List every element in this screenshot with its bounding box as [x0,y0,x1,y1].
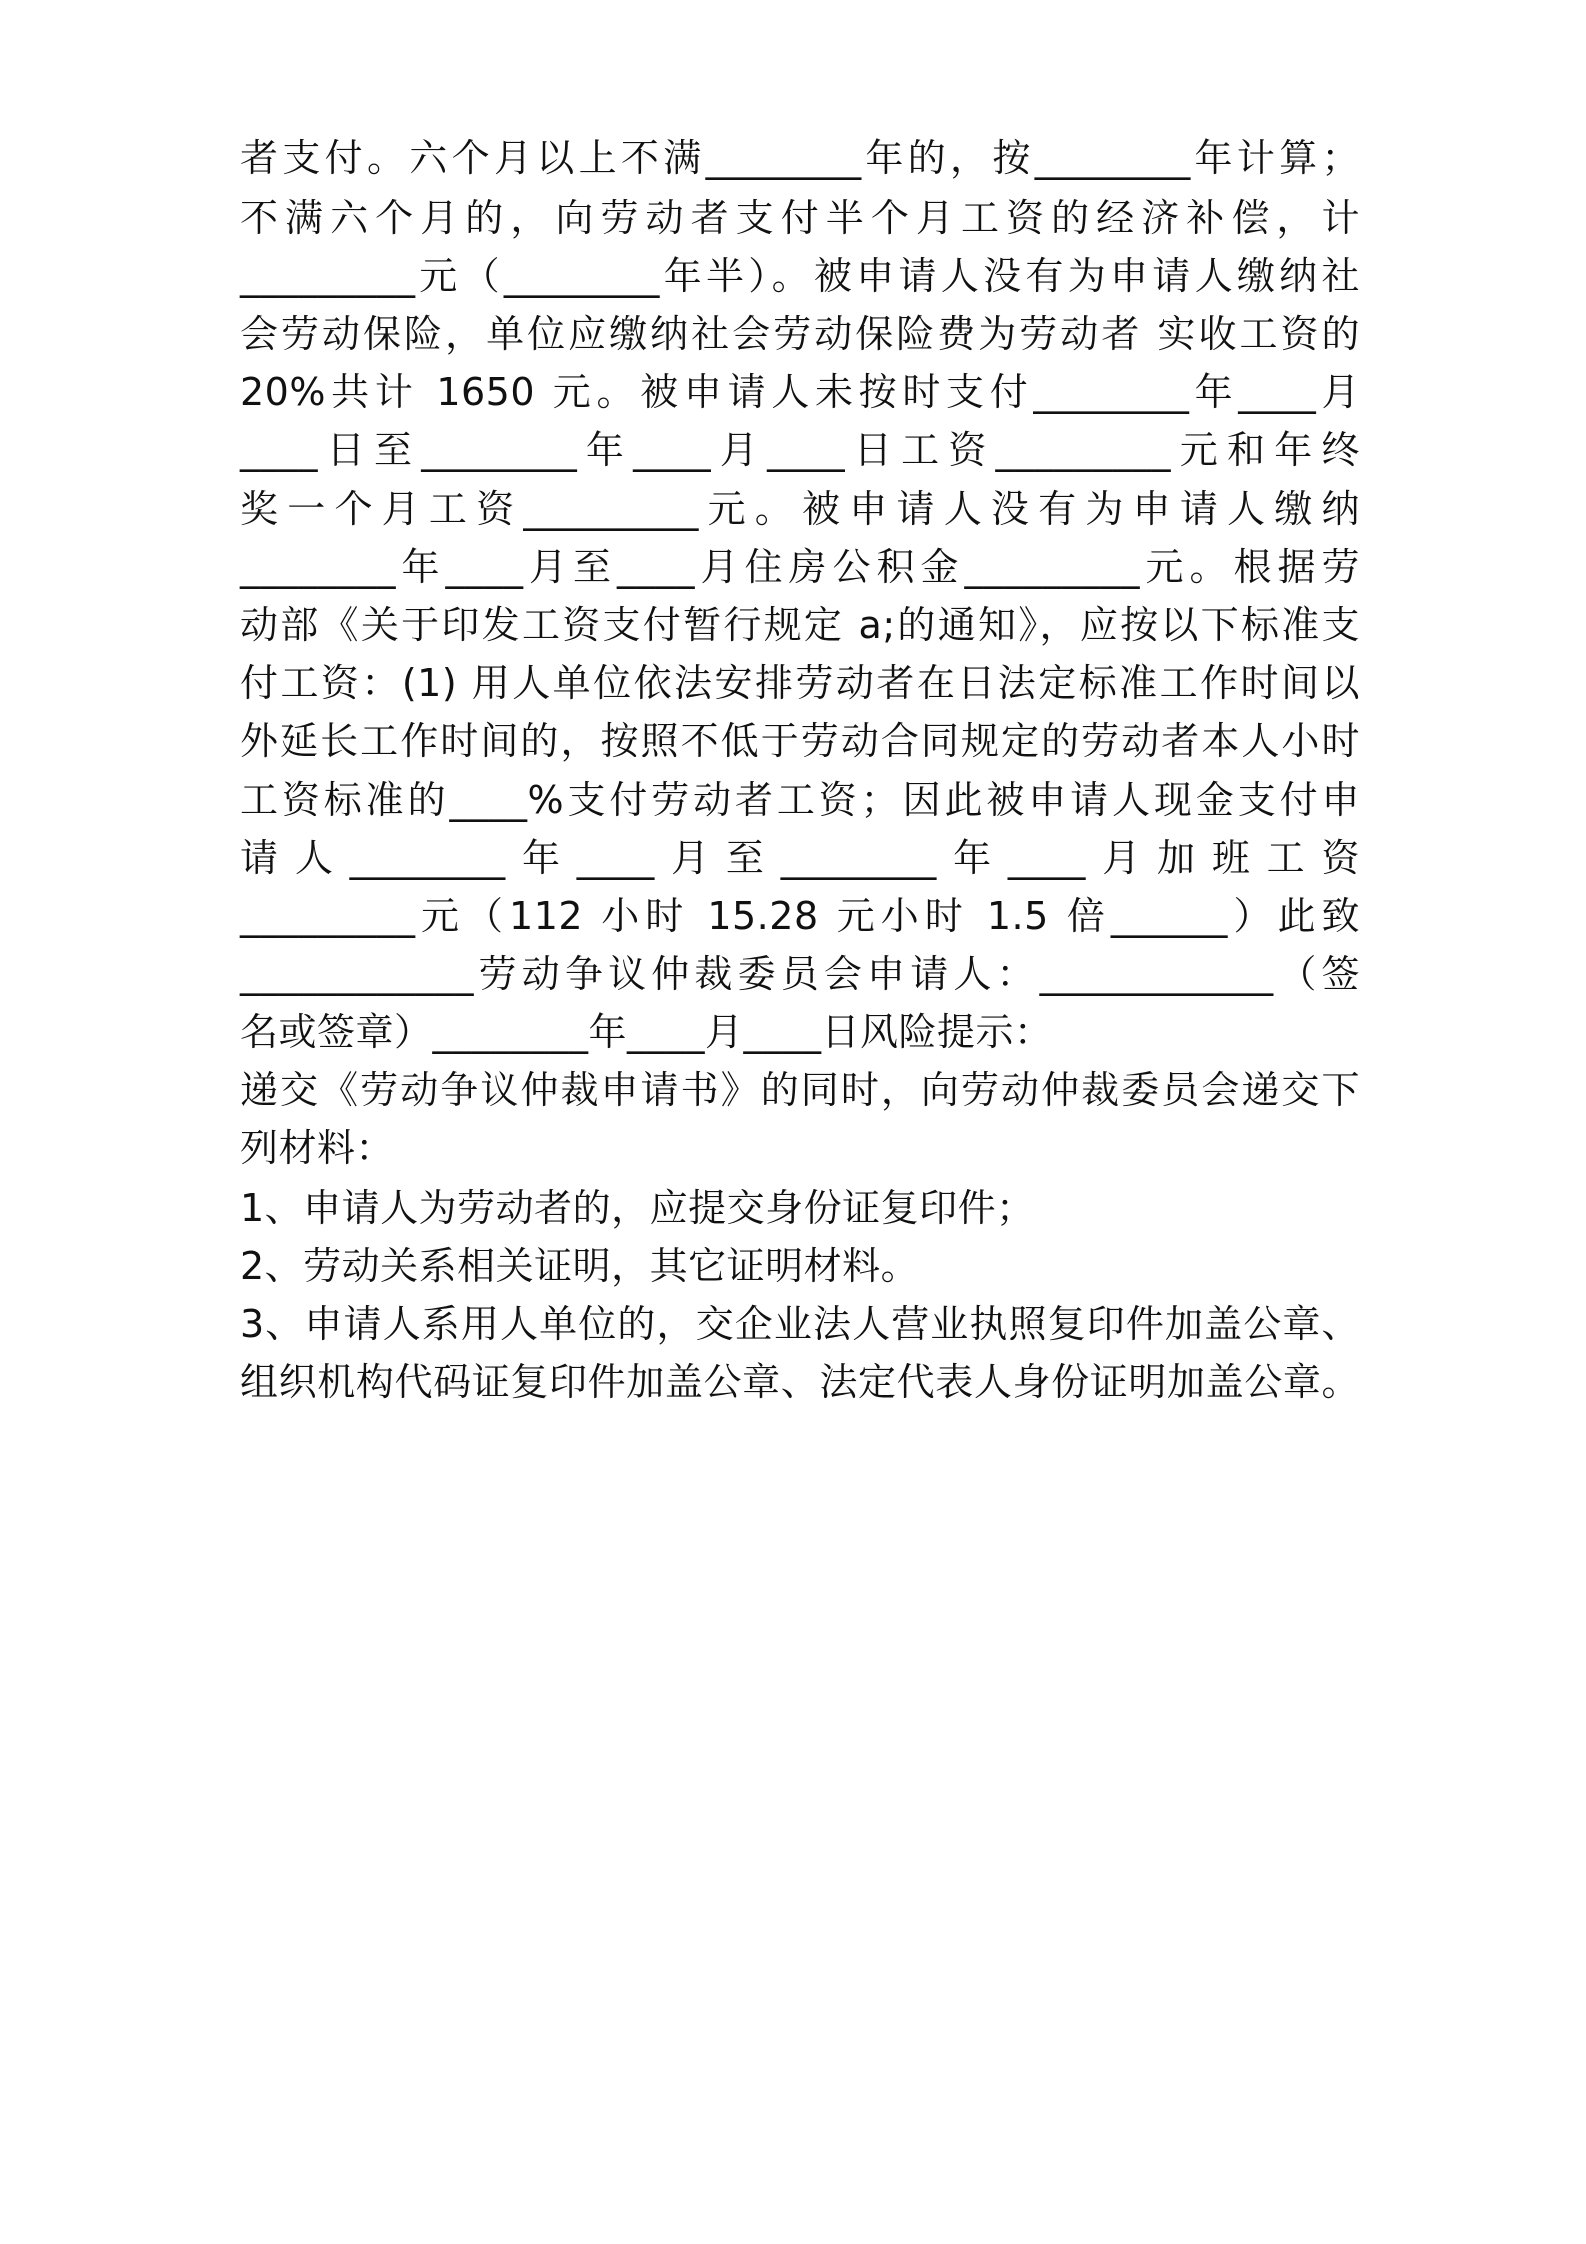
body-text-line: 外延长工作时间的，按照不低于劳动合同规定的劳动者本人小时 [240,719,1360,763]
list-item: 1、申请人为劳动者的，应提交身份证复印件； [240,1186,1035,1230]
body-text-line: _________元（________年半）。被申请人没有为申请人缴纳社 [240,254,1360,298]
body-text-line: _________元（112 小时 15.28 元小时 1.5 倍______）此致 [240,894,1360,938]
body-text-line: 组织机构代码证复印件加盖公章、法定代表人身份证明加盖公章。 [240,1360,1360,1404]
body-text-line: 动部《关于印发工资支付暂行规定 a;的通知》，应按以下标准支 [240,603,1360,647]
body-text-line: 奖一个月工资_________元。被申请人没有为申请人缴纳 [240,487,1360,531]
body-text-line: 不满六个月的，向劳动者支付半个月工资的经济补偿，计 [240,196,1360,240]
body-text-line: 者支付。六个月以上不满________年的，按________年计算； [240,136,1360,180]
body-text-line: ________年____月至____月住房公积金_________元。根据劳 [240,545,1360,589]
list-item: 3、申请人系用人单位的，交企业法人营业执照复印件加盖公章、 [240,1302,1360,1346]
body-text-line: 付工资：(1) 用人单位依法安排劳动者在日法定标准工作时间以 [240,661,1360,705]
body-text-line: 名或签章）________年____月____日风险提示： [240,1010,1053,1054]
body-text-line: 工资标准的____%支付劳动者工资；因此被申请人现金支付申 [240,778,1360,822]
list-item: 2、劳动关系相关证明，其它证明材料。 [240,1244,920,1288]
body-text-line: ____________劳动争议仲裁委员会申请人：____________（签 [240,952,1360,996]
body-text-line: 递交《劳动争议仲裁申请书》的同时，向劳动仲裁委员会递交下 [240,1068,1360,1112]
body-text-line: ____日至________年____月____日工资_________元和年终 [240,428,1360,472]
body-text-line: 会劳动保险，单位应缴纳社会劳动保险费为劳动者 实收工资的 [240,312,1360,356]
body-text-line: 请人________年____月至________年____月加班工资 [240,836,1360,880]
body-text-line: 列材料： [240,1126,395,1170]
body-text-line: 20%共计 1650 元。被申请人未按时支付________年____月 [240,370,1360,414]
